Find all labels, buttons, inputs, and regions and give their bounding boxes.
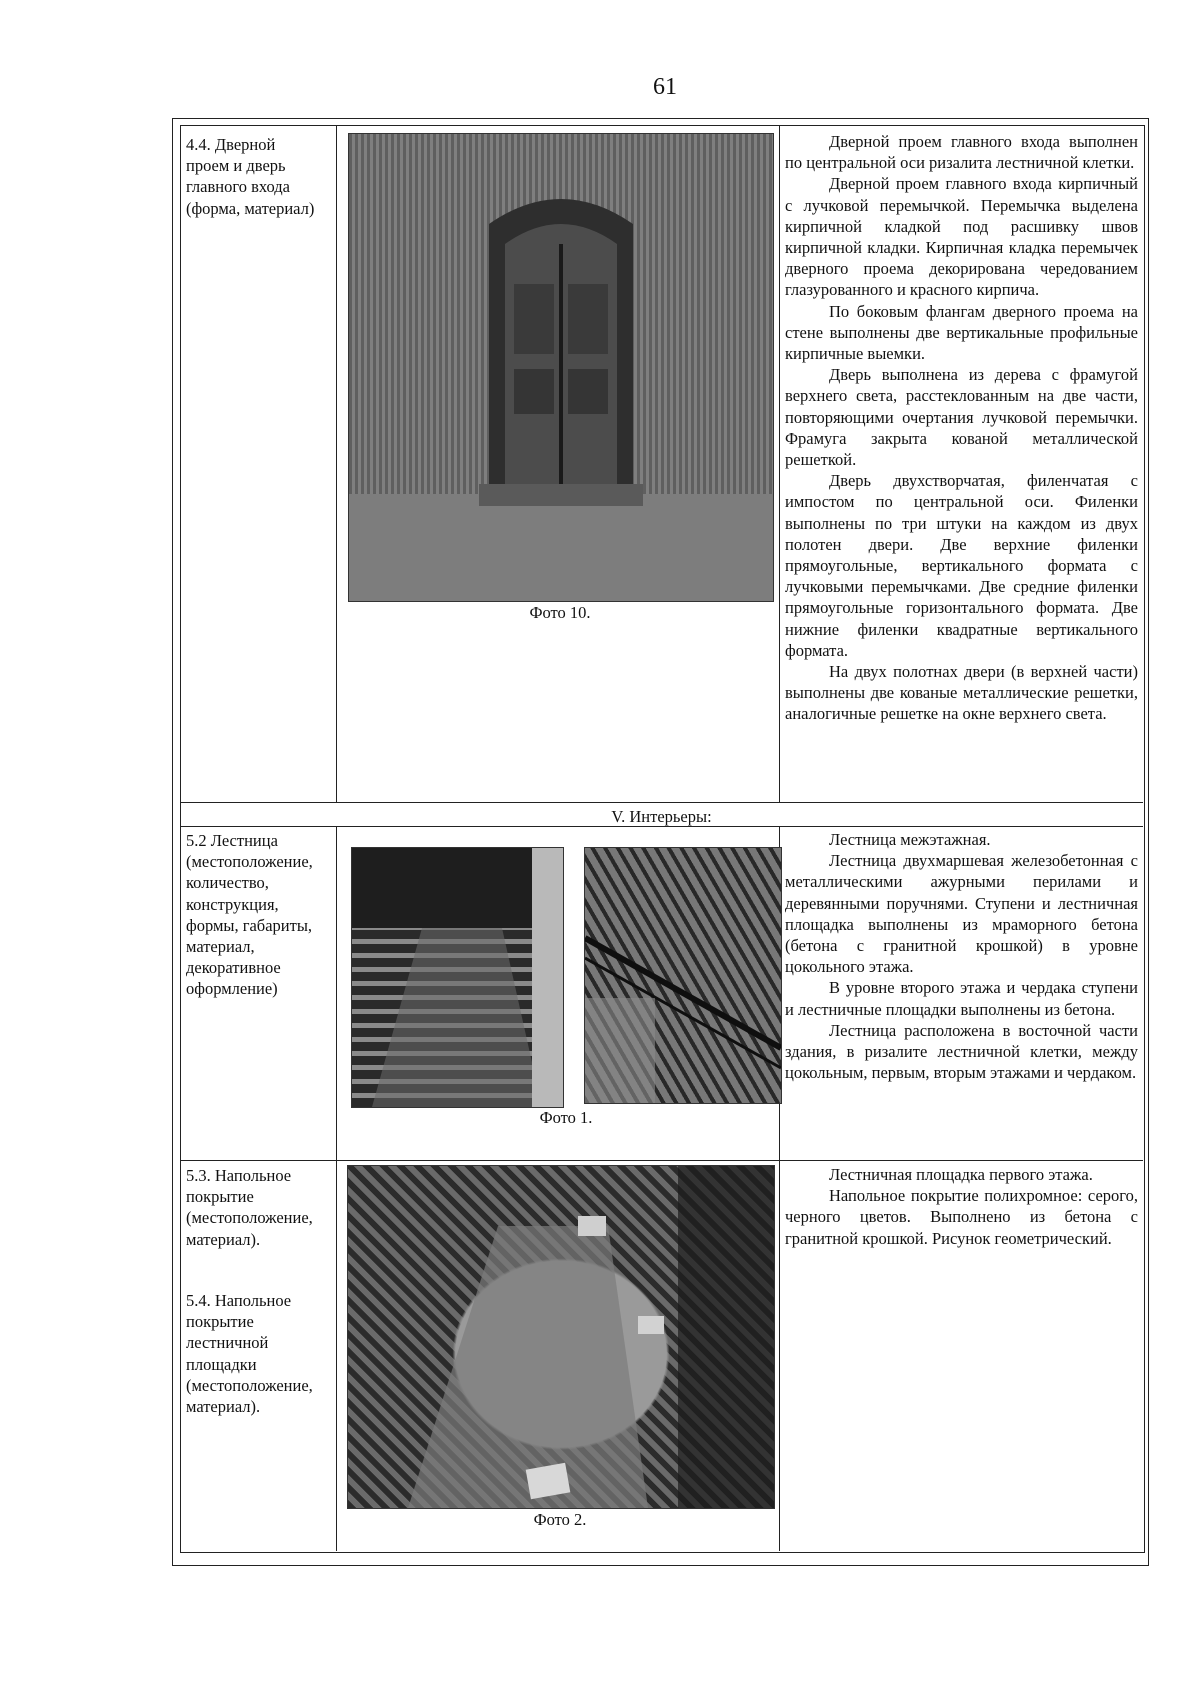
label-line: декоративное (186, 958, 281, 978)
photo-2-floor-landing (347, 1165, 775, 1509)
description-paragraph: Дверь выполнена из дерева с фрамугой верхнего света, расстеклованным на две части, повторяющими очертания лучковой перемычки. Фрамуга закрыта кованой металлической решеткой. (785, 365, 1138, 470)
label-line: 5.4. Напольное (186, 1291, 292, 1310)
label-line: 5.2 Лестница (186, 831, 278, 850)
section-heading-interiors: V. Интерьеры: (611, 807, 712, 826)
label-line: лестничной (186, 1333, 269, 1353)
description-paragraph: Лестница расположена в восточной части здания, в ризалите лестничной клетки, между цокольным, первым, вторым этажами и чердаком. (785, 1020, 1138, 1083)
column-divider (336, 125, 337, 802)
label-line: главного входа (186, 177, 290, 197)
stairs-row-label (186, 830, 332, 1000)
label-line: проем и дверь (186, 156, 286, 176)
label-line: 4.4. Дверной (186, 135, 276, 154)
description-paragraph: Лестница двухмаршевая железобетонная с металлическими ажурными перилами и деревянными поручнями. Ступени и лестничная площадка выполнены из мраморного бетона (бетона с гранитной крошкой) в уровне цокольного этажа. (785, 851, 1138, 977)
description-paragraph: Лестничная площадка первого этажа. (829, 1165, 1093, 1184)
description-paragraph: Дверной проем главного входа выполнен по центральной оси ризалита лестничной клетки. (785, 132, 1138, 173)
label-line: покрытие (186, 1312, 254, 1332)
door-row-description (785, 131, 1138, 725)
door-row-label (186, 134, 332, 219)
row-divider (180, 802, 1143, 803)
label-line: материал). (186, 1229, 261, 1249)
photo-1-caption: Фото 1. (539, 1108, 593, 1127)
photo-10-caption: Фото 10. (529, 603, 591, 622)
floor-row-label-5-4 (186, 1290, 332, 1417)
label-line: (местоположение, (186, 852, 313, 872)
column-divider (779, 125, 780, 802)
label-line: площадки (186, 1354, 257, 1374)
label-line: покрытие (186, 1187, 254, 1207)
row-divider (180, 1160, 1143, 1161)
label-line: формы, габариты, (186, 915, 313, 935)
description-paragraph: На двух полотнах двери (в верхней части) выполнены две кованые металлические решетки, аналогичные решетке на окне верхнего света. (785, 662, 1138, 724)
description-paragraph: По боковым флангам дверного проема на стене выполнены две вертикальные профильные кирпичные выемки. (785, 301, 1138, 364)
floor-row-description (785, 1164, 1138, 1249)
description-paragraph: Дверь двухстворчатая, филенчатая с импостом по центральной оси. Филенки выполнены по три штуки на каждом из двух полотен двери. Две верхние филенки прямоугольные, вертикального формата с лучковыми перемычками. Две средние филенки прямоугольные горизонтального формата. Две нижние филенки квадратные вертикального формата. (785, 471, 1138, 660)
description-paragraph: Напольное покрытие полихромное: серого, черного цветов. Выполнено из бетона с гранитной крошкой. Рисунок геометрический. (785, 1186, 1138, 1248)
label-line: конструкция, (186, 894, 279, 914)
photo-1-stair-railing (584, 847, 782, 1104)
page-number: 61 (653, 74, 677, 100)
stairs-row-description (785, 829, 1138, 1083)
label-line: материал). (186, 1397, 261, 1417)
label-line: (форма, материал) (186, 198, 315, 218)
description-paragraph: Дверной проем главного входа кирпичный с лучковой перемычкой. Перемычка выделена кирпичной кладкой под расшивку швов кирпичной кладки. Кирпичная кладка перемычек дверного проема декорирована чередованием глазурованного и красного кирпича. (785, 174, 1138, 300)
label-line: материал, (186, 937, 255, 957)
floor-row-label-5-3 (186, 1165, 332, 1250)
photo-10-entrance-door (348, 133, 774, 602)
label-line: количество, (186, 873, 269, 893)
description-paragraph: В уровне второго этажа и чердака ступени и лестничные площадки выполнены из бетона. (785, 978, 1138, 1019)
label-line: оформление) (186, 979, 278, 999)
label-line: 5.3. Напольное (186, 1166, 292, 1185)
label-line: (местоположение, (186, 1375, 313, 1395)
column-divider (336, 826, 337, 1551)
label-line: (местоположение, (186, 1208, 313, 1228)
description-paragraph: Лестница межэтажная. (829, 830, 991, 849)
photo-2-caption: Фото 2. (533, 1510, 587, 1529)
photo-1-stair-flight (351, 847, 564, 1108)
